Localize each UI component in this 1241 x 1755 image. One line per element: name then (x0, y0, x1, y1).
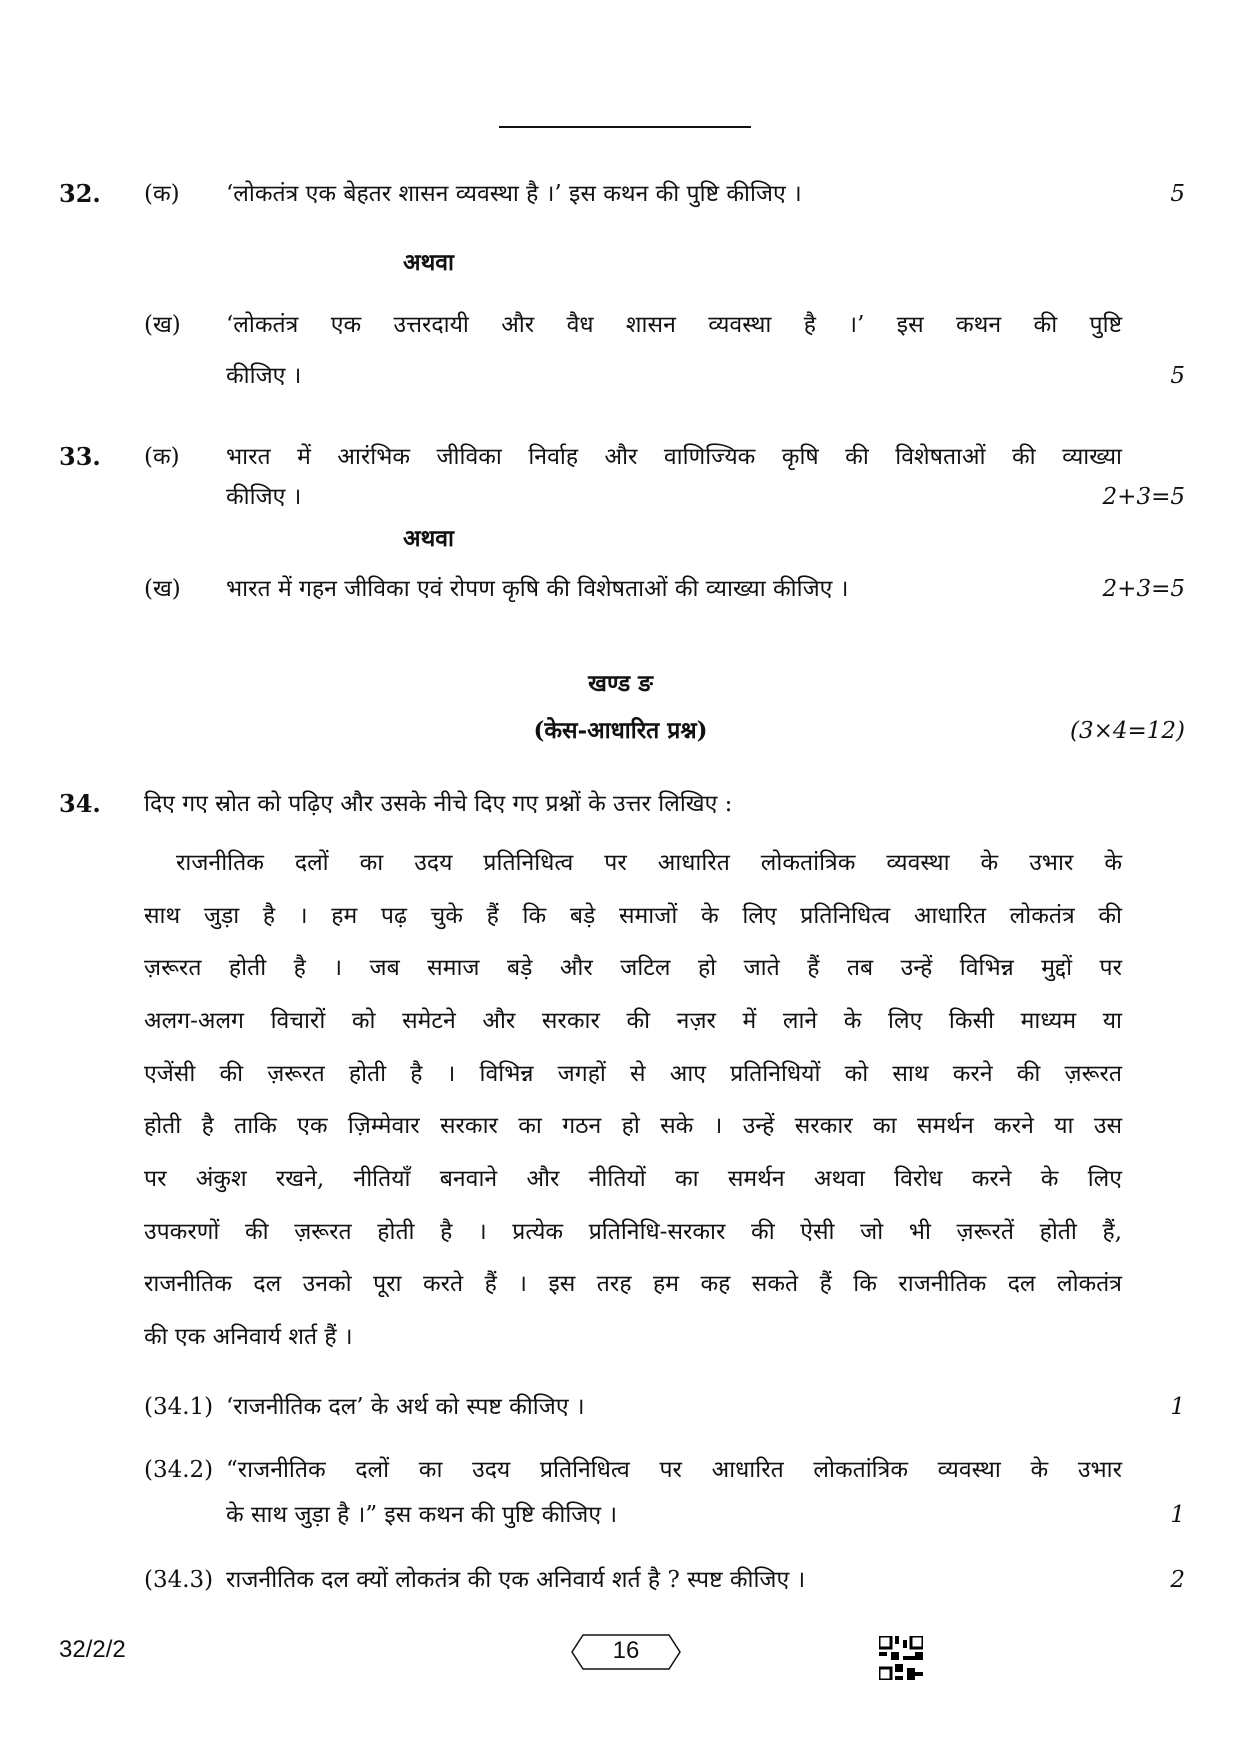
subquestion-text: राजनीतिक दल क्यों लोकतंत्र की एक अनिवार्य शर्त है ? स्पष्ट कीजिए । (226, 1567, 806, 1593)
subquestion-label: (34.3) (144, 1567, 214, 1593)
page-number: 16 (612, 1637, 640, 1664)
or-label: अथवा (403, 525, 455, 552)
qr-code-icon (879, 1636, 923, 1680)
question-text: कीजिए । (226, 363, 302, 389)
subquestion-label: (34.1) (144, 1394, 214, 1420)
subquestion-text: ‘राजनीतिक दल’ के अर्थ को स्पष्ट कीजिए । (226, 1394, 585, 1420)
section-marks: (3×4=12) (1069, 718, 1185, 744)
passage-line: राजनीतिक दल उनको पूरा करते हैं । इस तरह हम कह सकते हैं कि राजनीतिक दल लोकतंत्र (144, 1271, 1122, 1297)
option-label: (क) (144, 181, 180, 207)
subquestion-text: के साथ जुड़ा है ।” इस कथन की पुष्टि कीजिए । (226, 1502, 618, 1528)
section-title: खण्ड ङ (588, 670, 653, 697)
subquestion-label: (34.2) (144, 1457, 214, 1483)
marks: 2+3=5 (1102, 576, 1185, 602)
question-text: भारत में आरंभिक जीविका निर्वाह और वाणिज्यिक कृषि की विशेषताओं की व्याख्या (226, 444, 1122, 470)
question-number: 33. (59, 442, 101, 471)
section-divider-line (499, 126, 751, 128)
or-label: अथवा (403, 249, 455, 276)
marks: 2 (1170, 1567, 1185, 1593)
marks: 2+3=5 (1102, 484, 1185, 510)
marks: 1 (1170, 1502, 1185, 1528)
passage-line: अलग-अलग विचारों को समेटने और सरकार की नज़र में लाने के लिए किसी माध्यम या (144, 1008, 1122, 1034)
passage-line: राजनीतिक दलों का उदय प्रतिनिधित्व पर आधारित लोकतांत्रिक व्यवस्था के उभार के (176, 850, 1122, 876)
question-text: ‘लोकतंत्र एक उत्तरदायी और वैध शासन व्यवस्था है ।’ इस कथन की पुष्टि (226, 312, 1122, 338)
question-number: 34. (59, 789, 101, 818)
option-label: (ख) (144, 312, 181, 338)
passage-line: साथ जुड़ा है । हम पढ़ चुके हैं कि बड़े समाजों के लिए प्रतिनिधित्व आधारित लोकतंत्र की (144, 903, 1122, 929)
section-subtitle: (केस-आधारित प्रश्न) (533, 717, 708, 744)
marks: 5 (1170, 181, 1185, 207)
passage-line: ज़रूरत होती है । जब समाज बड़े और जटिल हो जाते हैं तब उन्हें विभिन्न मुद्दों पर (144, 955, 1122, 981)
question-instruction: दिए गए स्रोत को पढ़िए और उसके नीचे दिए गए प्रश्नों के उत्तर लिखिए : (144, 791, 733, 817)
option-label: (ख) (144, 576, 181, 602)
passage-line: उपकरणों की ज़रूरत होती है । प्रत्येक प्रतिनिधि-सरकार की ऐसी जो भी ज़रूरतें होती हैं, (144, 1219, 1122, 1245)
paper-code: 32/2/2 (59, 1636, 126, 1663)
passage-line: पर अंकुश रखने, नीतियाँ बनवाने और नीतियों का समर्थन अथवा विरोध करने के लिए (144, 1166, 1122, 1192)
marks: 1 (1170, 1394, 1185, 1420)
subquestion-text: “राजनीतिक दलों का उदय प्रतिनिधित्व पर आधारित लोकतांत्रिक व्यवस्था के उभार (226, 1457, 1122, 1483)
passage-line: होती है ताकि एक ज़िम्मेवार सरकार का गठन हो सके । उन्हें सरकार का समर्थन करने या उस (144, 1113, 1122, 1139)
question-text: ‘लोकतंत्र एक बेहतर शासन व्यवस्था है ।’ इस कथन की पुष्टि कीजिए । (226, 181, 802, 207)
option-label: (क) (144, 444, 180, 470)
question-text: कीजिए । (226, 484, 302, 510)
question-number: 32. (59, 179, 101, 208)
passage-line: की एक अनिवार्य शर्त हैं । (144, 1324, 353, 1350)
question-text: भारत में गहन जीविका एवं रोपण कृषि की विशेषताओं की व्याख्या कीजिए । (226, 576, 849, 602)
marks: 5 (1170, 363, 1185, 389)
passage-line: एजेंसी की ज़रूरत होती है । विभिन्न जगहों से आए प्रतिनिधियों को साथ करने की ज़रूरत (144, 1061, 1122, 1087)
